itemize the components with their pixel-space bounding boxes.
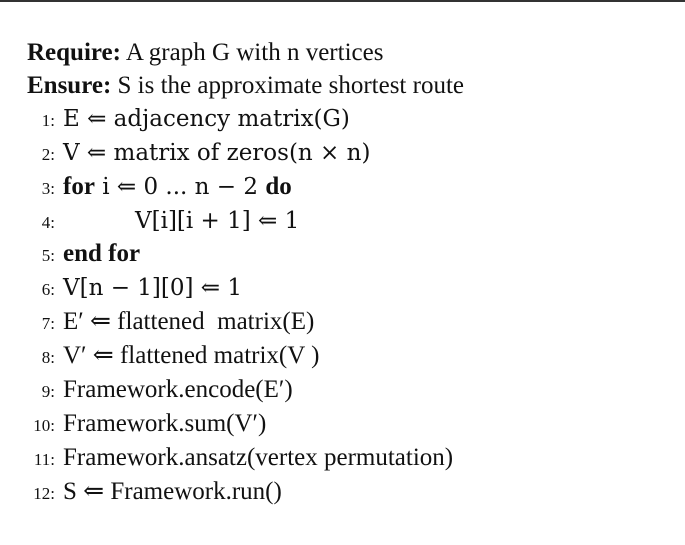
step-text: V ⇐ matrix of zeros(n × n) (63, 140, 371, 166)
ensure-line (2, 35, 464, 99)
line-number: 11: (33, 450, 55, 469)
step-line (0, 407, 454, 471)
step-text: E′ ⇐ flattened matrix(E) (63, 308, 315, 335)
line-number: 4: (41, 213, 55, 232)
step-text: i ⇐ 0 ... n − 2 (94, 174, 266, 200)
line-number: 10: (33, 416, 55, 435)
step-text: V[i][i + 1] ⇐ 1 (135, 208, 300, 234)
step-line (0, 170, 300, 234)
step-line (0, 102, 371, 166)
step-line (0, 339, 293, 403)
line-number: 7: (41, 314, 55, 333)
ensure-keyword: Ensure: (27, 72, 112, 99)
step-line (0, 305, 320, 369)
do-keyword: do (265, 173, 292, 200)
line-number: 5: (41, 246, 55, 265)
step-line (0, 373, 267, 437)
step-line (0, 203, 141, 267)
step-line (0, 271, 315, 335)
ensure-text: S is the approximate shortest route (111, 72, 464, 99)
step-text: Framework.encode(E′) (63, 376, 293, 403)
require-line (2, 2, 384, 66)
step-text: S ⇐ Framework.run() (63, 478, 282, 505)
step-text: Framework.sum(V′) (63, 410, 267, 437)
step-text: Framework.ansatz(vertex permutation) (63, 444, 454, 471)
line-number: 8: (41, 348, 55, 367)
for-keyword: for (63, 173, 95, 200)
step-text: V[n − 1][0] ⇐ 1 (63, 275, 243, 301)
step-line (0, 68, 350, 132)
step-line (0, 441, 282, 505)
step-line (0, 136, 292, 200)
step-text: V′ ⇐ flattened matrix(V ) (63, 342, 320, 369)
end-for-keyword: end for (63, 240, 141, 267)
step-line (0, 237, 243, 301)
line-number: 3: (41, 179, 55, 198)
line-number: 6: (41, 280, 55, 299)
line-number: 2: (41, 145, 55, 164)
line-number: 12: (33, 484, 55, 503)
require-text: A graph G with n vertices (120, 39, 384, 66)
line-number: 1: (41, 111, 55, 130)
line-number: 9: (41, 382, 55, 401)
step-text: E ⇐ adjacency matrix(G) (63, 106, 350, 132)
require-keyword: Require: (27, 39, 121, 66)
